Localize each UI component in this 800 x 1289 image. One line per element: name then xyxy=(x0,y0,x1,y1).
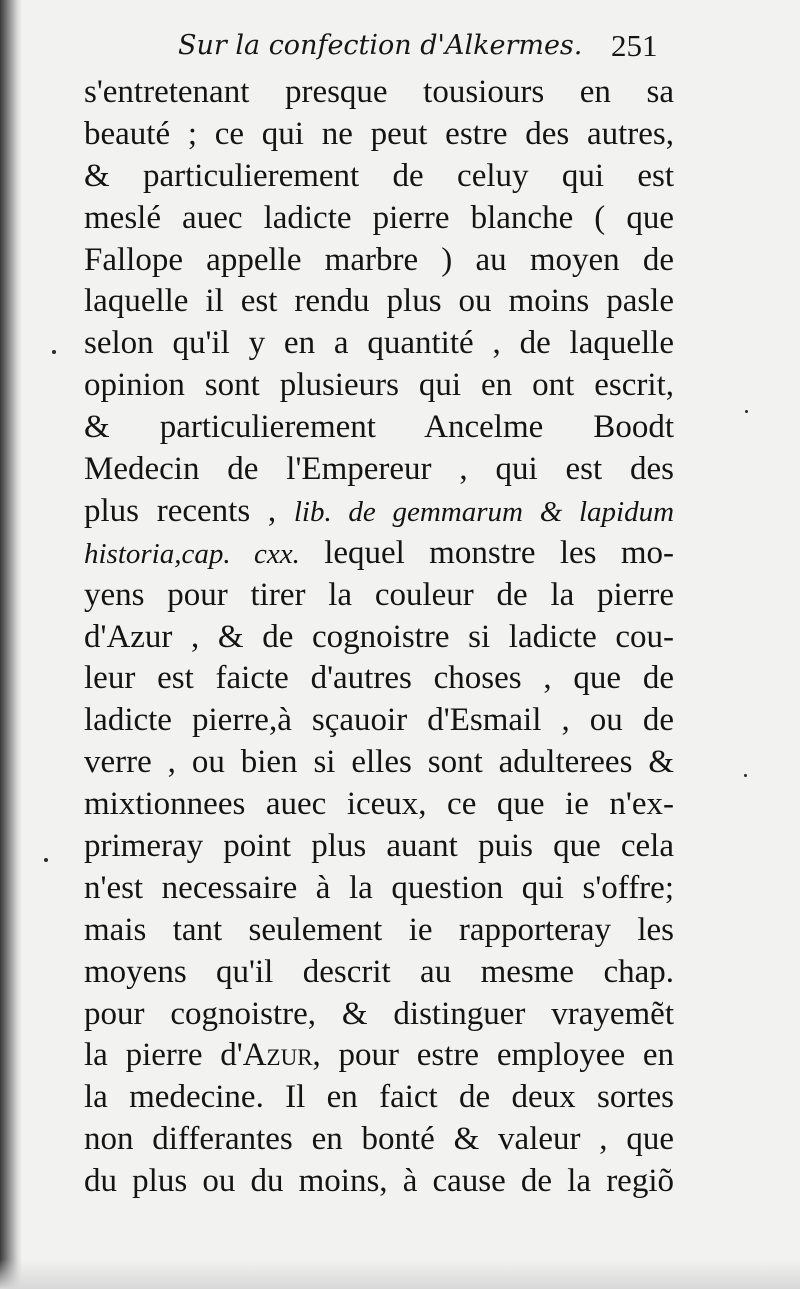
text-line-16: ladicte pierre,à sçauoir d'Esmail , ou de xyxy=(84,702,674,739)
running-head: Sur la confection d'Alkermes. xyxy=(178,30,583,61)
ink-speck xyxy=(744,774,747,777)
text-line-21: mais tant seulement ie rapporteray les xyxy=(84,911,674,948)
text-line-7: selon qu'il y en a quantité , de laquelle xyxy=(84,325,674,362)
text-line-6: laquelle il est rendu plus ou moins pasle xyxy=(84,283,674,320)
text-line-10: Medecin de l'Empereur , qui est des xyxy=(84,451,674,488)
azur-small-caps: Azur xyxy=(242,1037,313,1074)
body-text xyxy=(84,72,674,1203)
text-line-25: la medecine. Il en faict de deux sortes xyxy=(84,1079,674,1116)
ink-speck xyxy=(44,858,48,862)
text-line-11 xyxy=(84,491,674,533)
text-line-18: mixtionnees auec iceux, ce que ie n'ex- xyxy=(84,786,674,823)
text-line-8: opinion sont plusieurs qui en ont escrit, xyxy=(84,367,674,404)
text-line-1: s'entretenant presque tousiours en sa xyxy=(84,74,674,110)
text-line-11-start: plus recents , xyxy=(84,492,277,529)
text-line-17: verre , ou bien si elles sont adulterees & xyxy=(84,744,674,781)
ink-speck xyxy=(52,350,56,354)
text-line-13: yens pour tirer la couleur de la pierre xyxy=(84,576,674,613)
text-line-27: du plus ou du moins, à cause de la regiõ xyxy=(84,1163,674,1200)
text-line-15: leur est faicte d'autres choses , que de xyxy=(84,660,674,697)
bottom-edge-shadow xyxy=(0,1259,800,1289)
text-line-24-tail: , pour estre employee en xyxy=(312,1037,674,1074)
text-line-20: n'est necessaire à la question qui s'offre; xyxy=(84,869,674,906)
text-line-3: & particulierement de celuy qui est xyxy=(84,157,674,194)
text-line-2: beauté ; ce qui ne peut estre des autres, xyxy=(84,115,674,152)
text-line-23: pour cognoistre, & distinguer vrayemẽt xyxy=(84,995,674,1032)
text-line-5: Fallope appelle marbre ) au moyen de xyxy=(84,241,674,278)
text-line-24 xyxy=(84,1035,674,1077)
text-line-12 xyxy=(84,533,674,575)
gutter-shadow xyxy=(0,0,22,1289)
page-number: 251 xyxy=(611,28,658,63)
book-title-italic-cont: historia,cap. cxx. xyxy=(84,537,300,570)
ink-speck xyxy=(745,410,748,413)
text-line-9: & particulierement Ancelme Boodt xyxy=(84,409,674,446)
text-line-14: d'Azur , & de cognoistre si ladicte cou- xyxy=(84,618,674,655)
book-title-italic: lib. de gemmarum & lapidum xyxy=(293,495,675,528)
text-line-4: meslé auec ladicte pierre blanche ( que xyxy=(84,199,674,236)
text-line-19: primeray point plus auant puis que cela xyxy=(84,828,674,865)
text-line-24-start: la pierre d' xyxy=(84,1037,243,1074)
text-line-12-tail: lequel monstre les mo- xyxy=(324,534,675,571)
text-line-22: moyens qu'il descrit au mesme chap. xyxy=(84,953,674,990)
text-line-26: non differantes en bonté & valeur , que xyxy=(84,1121,674,1158)
